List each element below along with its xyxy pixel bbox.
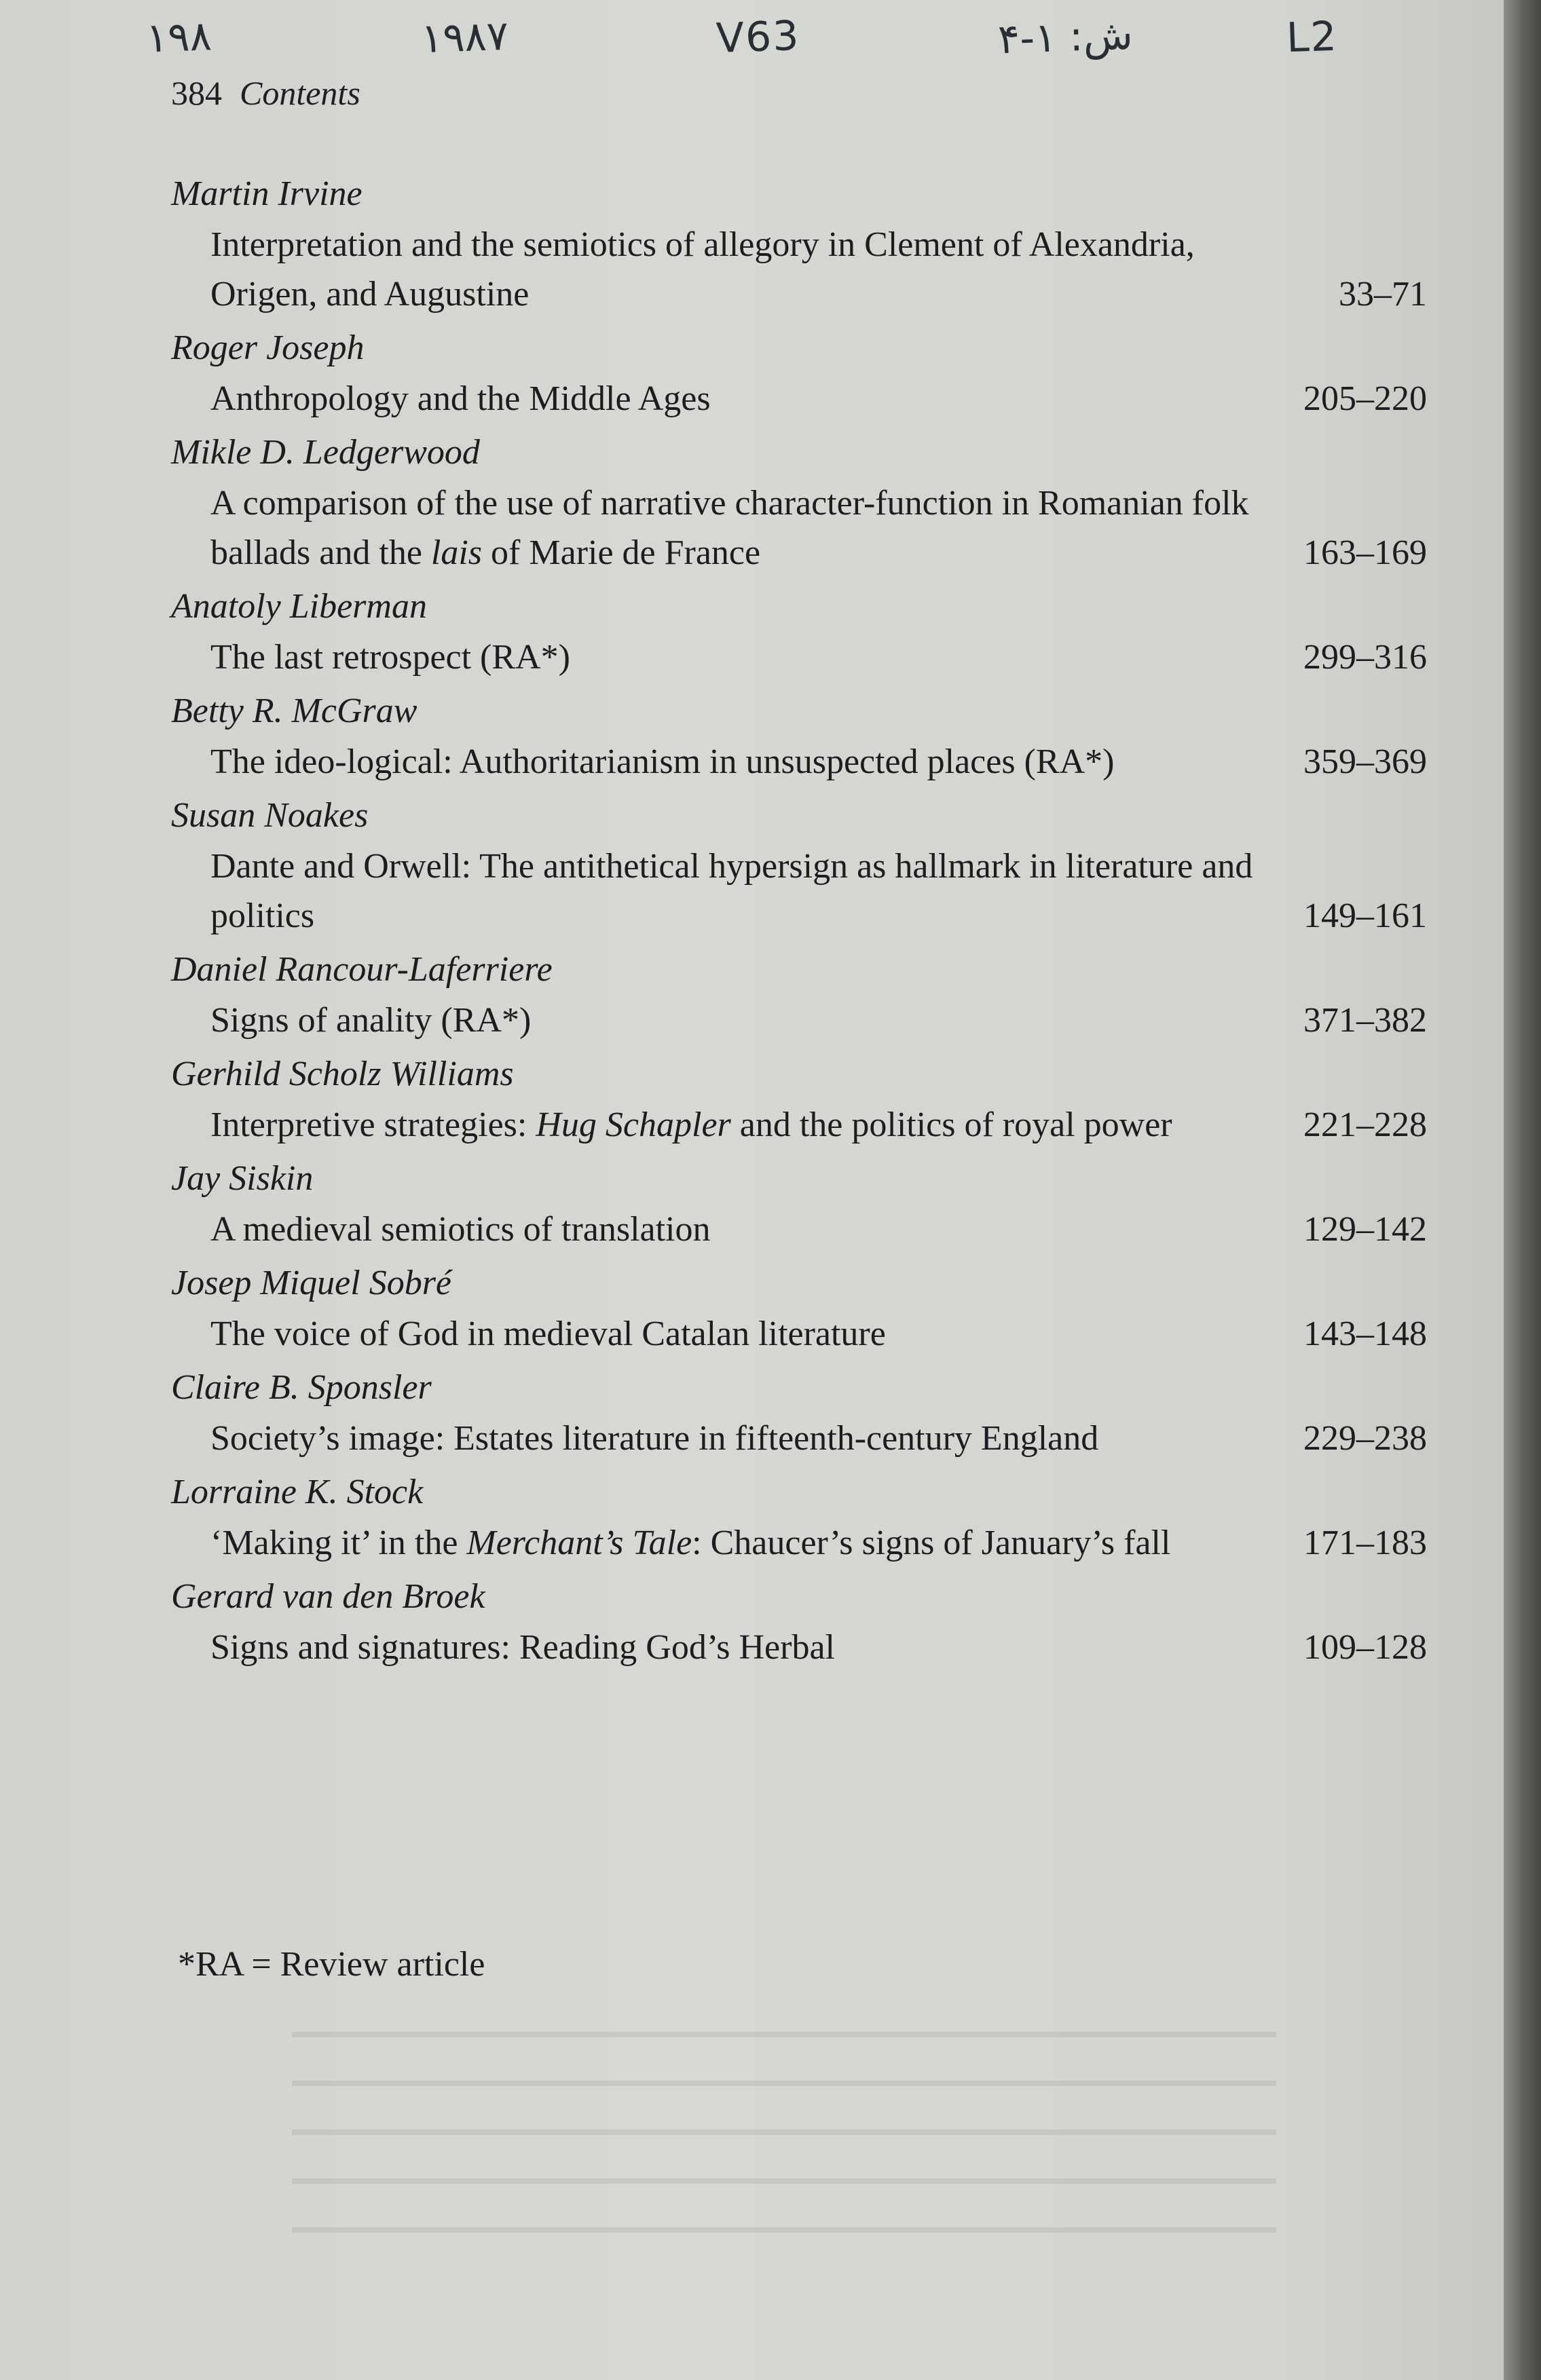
entry-title-row (171, 478, 1427, 578)
entry-title-text: Signs and signatures: Reading God’s Herbal (210, 1628, 835, 1667)
running-head (171, 73, 360, 113)
entry-author: Martin Irvine (171, 174, 363, 213)
entry-author: Mikle D. Ledgerwood (171, 433, 480, 472)
entry-title-italic: lais (430, 533, 483, 572)
entry-title-text: and the politics of royal power (730, 1106, 1172, 1144)
entry-title (210, 220, 1283, 319)
entry-title (210, 842, 1283, 941)
entry-title (210, 478, 1283, 578)
contents-entry (171, 1153, 1427, 1254)
entry-page-range: 229–238 (1303, 1419, 1427, 1458)
handwritten-note: ش: ۱-۴ (997, 11, 1134, 64)
entry-author: Roger Joseph (171, 328, 365, 367)
contents-list (171, 168, 1427, 1676)
entry-page-range: 109–128 (1303, 1628, 1427, 1667)
entry-page-range: 143–148 (1303, 1315, 1427, 1353)
entry-title-text: A medieval semiotics of translation (210, 1210, 711, 1249)
entry-page-range: 221–228 (1303, 1106, 1427, 1144)
entry-page-range: 299–316 (1303, 638, 1427, 677)
handwritten-note: L2 (1285, 12, 1339, 62)
book-spine-shadow (1504, 0, 1541, 2380)
entry-title (210, 1414, 1283, 1463)
entry-title (210, 632, 1283, 682)
entry-author: Betty R. McGraw (171, 692, 417, 730)
entry-title (210, 1309, 1283, 1359)
contents-entry (171, 1362, 1427, 1463)
entry-title-row (171, 737, 1427, 787)
entry-title-row (171, 1623, 1427, 1672)
entry-title-row (171, 1100, 1427, 1150)
footnote: *RA = Review article (178, 1945, 485, 1984)
entry-author: Gerhild Scholz Williams (171, 1055, 514, 1093)
entry-title-italic: Merchant’s Tale (466, 1524, 692, 1562)
entry-title (210, 996, 1283, 1045)
entry-page-range: 171–183 (1303, 1524, 1427, 1562)
entry-page-range: 371–382 (1303, 1001, 1427, 1040)
contents-entry (171, 581, 1427, 682)
entry-title-row (171, 1205, 1427, 1254)
entry-title-row (171, 220, 1427, 319)
entry-author: Claire B. Sponsler (171, 1368, 432, 1407)
entry-title-row (171, 374, 1427, 423)
entry-title (210, 1623, 1283, 1672)
entry-page-range: 163–169 (1303, 533, 1427, 572)
entry-page-range: 129–142 (1303, 1210, 1427, 1249)
contents-entry (171, 427, 1427, 578)
entry-author: Anatoly Liberman (171, 587, 427, 626)
entry-title-text: The ideo-logical: Authoritarianism in unsuspected places (RA*) (210, 742, 1115, 781)
contents-entry (171, 790, 1427, 941)
entry-page-range: 33–71 (1339, 275, 1427, 314)
entry-author: Daniel Rancour-Laferriere (171, 950, 553, 989)
entry-title-row (171, 1414, 1427, 1463)
handwritten-note: V63 (715, 12, 801, 63)
entry-title-text: ‘Making it’ in the (210, 1524, 467, 1562)
entry-author: Lorraine K. Stock (171, 1473, 424, 1511)
entry-title (210, 1518, 1283, 1568)
contents-entry (171, 1571, 1427, 1672)
entry-title-row (171, 1309, 1427, 1359)
entry-title-text: A comparison of the use of narrative character-function in Romanian folk ballads and the (210, 484, 1249, 572)
entry-author: Gerard van den Broek (171, 1577, 485, 1616)
entry-title-italic: Hug Schapler (536, 1106, 731, 1144)
handwritten-notes (0, 0, 1504, 75)
entry-author: Josep Miquel Sobré (171, 1264, 452, 1302)
entry-author: Susan Noakes (171, 796, 369, 835)
entry-title-text: Dante and Orwell: The antithetical hypersign as hallmark in literature and politics (210, 847, 1253, 935)
entry-title (210, 1205, 1283, 1254)
handwritten-note: ۱۹۸ (145, 12, 212, 62)
contents-entry (171, 1049, 1427, 1150)
entry-title-text: Interpretation and the semiotics of allegory in Clement of Alexandria, Origen, and Augustine (210, 225, 1195, 314)
entry-title-row (171, 996, 1427, 1045)
contents-entry (171, 685, 1427, 787)
entry-title-text: Interpretive strategies: (210, 1106, 536, 1144)
entry-author: Jay Siskin (171, 1159, 314, 1198)
entry-page-range: 205–220 (1303, 379, 1427, 418)
running-head-title: Contents (240, 74, 360, 112)
entry-title-row (171, 632, 1427, 682)
entry-title (210, 737, 1283, 787)
entry-title-text: Society’s image: Estates literature in fifteenth-century England (210, 1419, 1099, 1458)
contents-entry (171, 168, 1427, 319)
entry-page-range: 359–369 (1303, 742, 1427, 781)
contents-entry (171, 944, 1427, 1045)
contents-entry (171, 1258, 1427, 1359)
entry-title-text: of Marie de France (482, 533, 761, 572)
contents-entry (171, 322, 1427, 423)
entry-title-text: The last retrospect (RA*) (210, 638, 570, 677)
show-through-text (292, 2002, 1276, 2260)
page-number: 384 (171, 74, 222, 112)
entry-title (210, 374, 1283, 423)
entry-title-text: Signs of anality (RA*) (210, 1001, 532, 1040)
entry-page-range: 149–161 (1303, 896, 1427, 935)
entry-title-text: The voice of God in medieval Catalan literature (210, 1315, 886, 1353)
entry-title-text: Anthropology and the Middle Ages (210, 379, 711, 418)
contents-entry (171, 1467, 1427, 1568)
entry-title-row (171, 1518, 1427, 1568)
handwritten-note: ۱۹۸۷ (420, 12, 510, 63)
entry-title-text: : Chaucer’s signs of January’s fall (692, 1524, 1171, 1562)
entry-title-row (171, 842, 1427, 941)
entry-title (210, 1100, 1283, 1150)
